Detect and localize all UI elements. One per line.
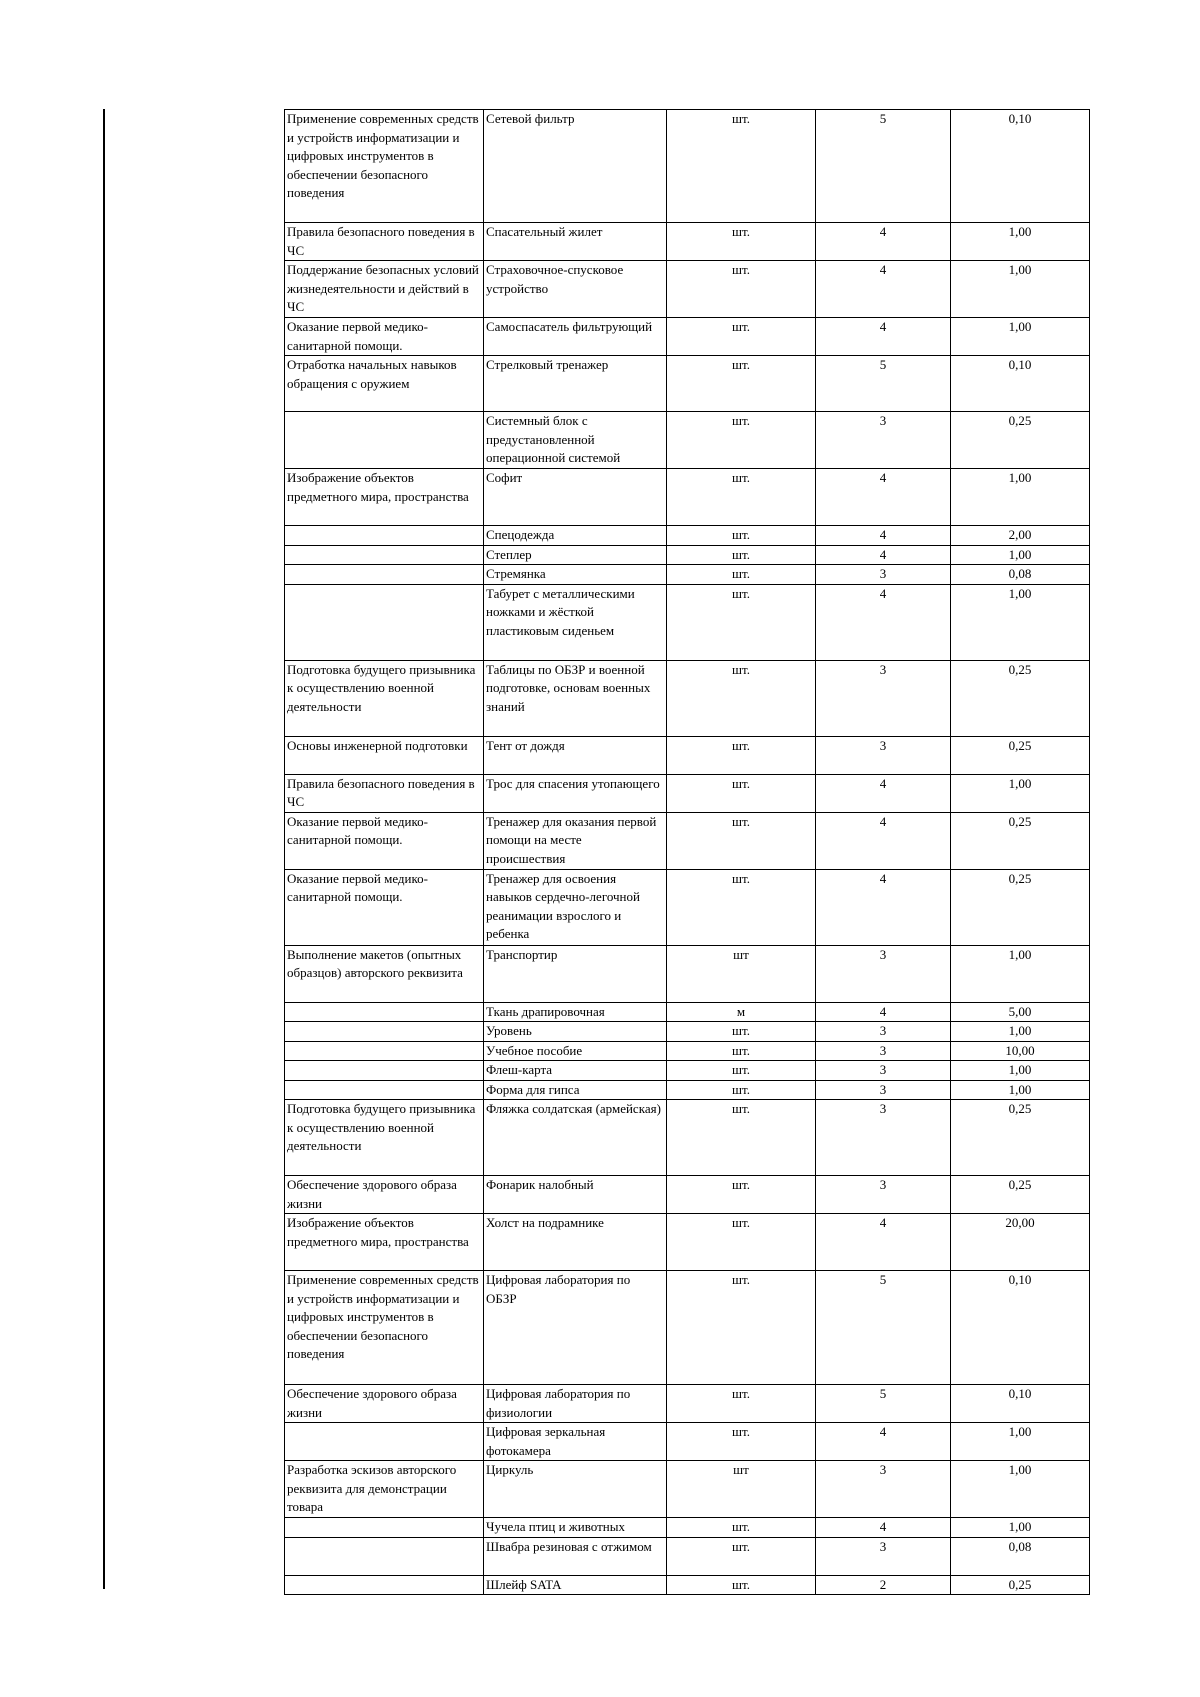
table-row (285, 469, 1090, 526)
item-cell: Транспортир (484, 945, 667, 1002)
quantity-cell: 4 (816, 1518, 951, 1538)
item-cell: Учебное пособие (484, 1041, 667, 1061)
quantity-cell: 4 (816, 584, 951, 660)
unit-cell: шт. (667, 1214, 816, 1271)
item-cell: Страховочное-спусковое устройство (484, 261, 667, 318)
norm-cell: 1,00 (951, 318, 1090, 356)
quantity-cell: 5 (816, 1271, 951, 1385)
item-cell: Фонарик налобный (484, 1176, 667, 1214)
quantity-cell: 5 (816, 356, 951, 412)
table-row (285, 526, 1090, 546)
item-cell: Ткань драпировочная (484, 1002, 667, 1022)
quantity-cell: 4 (816, 1423, 951, 1461)
topic-cell: Применение современных средств и устройств информатизации и цифровых инструментов в обеспечении безопасного поведения (285, 110, 484, 223)
unit-cell: м (667, 1002, 816, 1022)
table-row (285, 1002, 1090, 1022)
norm-cell: 0,10 (951, 1271, 1090, 1385)
unit-cell: шт. (667, 1022, 816, 1042)
topic-cell: Оказание первой медико-санитарной помощи. (285, 812, 484, 869)
norm-cell: 0,25 (951, 660, 1090, 736)
topic-cell (285, 1041, 484, 1061)
norm-cell: 1,00 (951, 1022, 1090, 1042)
table-row (285, 1022, 1090, 1042)
norm-cell: 0,08 (951, 1537, 1090, 1575)
topic-cell (285, 1080, 484, 1100)
unit-cell: шт (667, 1461, 816, 1518)
table-row (285, 1461, 1090, 1518)
unit-cell: шт. (667, 1061, 816, 1081)
topic-cell (285, 412, 484, 469)
topic-cell: Отработка начальных навыков обращения с оружием (285, 356, 484, 412)
unit-cell: шт. (667, 526, 816, 546)
item-cell: Уровень (484, 1022, 667, 1042)
quantity-cell: 4 (816, 223, 951, 261)
topic-cell: Обеспечение здорового образа жизни (285, 1385, 484, 1423)
unit-cell: шт. (667, 1080, 816, 1100)
left-margin-line (103, 109, 105, 1589)
unit-cell: шт. (667, 261, 816, 318)
unit-cell: шт. (667, 223, 816, 261)
quantity-cell: 3 (816, 945, 951, 1002)
norm-cell: 1,00 (951, 223, 1090, 261)
equipment-table (284, 109, 1090, 1595)
item-cell: Трос для спасения утопающего (484, 774, 667, 812)
item-cell: Форма для гипса (484, 1080, 667, 1100)
topic-cell (285, 1061, 484, 1081)
quantity-cell: 3 (816, 1100, 951, 1176)
norm-cell: 1,00 (951, 945, 1090, 1002)
topic-cell: Правила безопасного поведения в ЧС (285, 223, 484, 261)
norm-cell: 1,00 (951, 1461, 1090, 1518)
unit-cell: шт. (667, 1385, 816, 1423)
table-row (285, 1080, 1090, 1100)
norm-cell: 0,25 (951, 812, 1090, 869)
quantity-cell: 4 (816, 774, 951, 812)
quantity-cell: 4 (816, 812, 951, 869)
table-row (285, 1271, 1090, 1385)
norm-cell: 5,00 (951, 1002, 1090, 1022)
table-row (285, 1423, 1090, 1461)
topic-cell: Поддержание безопасных условий жизнедеятельности и действий в ЧС (285, 261, 484, 318)
topic-cell: Применение современных средств и устройств информатизации и цифровых инструментов в обеспечении безопасного поведения (285, 1271, 484, 1385)
table-row (285, 774, 1090, 812)
table-row (285, 1061, 1090, 1081)
topic-cell: Подготовка будущего призывника к осуществлению военной деятельности (285, 660, 484, 736)
topic-cell: Изображение объектов предметного мира, пространства (285, 1214, 484, 1271)
norm-cell: 1,00 (951, 1518, 1090, 1538)
table-row (285, 412, 1090, 469)
quantity-cell: 4 (816, 545, 951, 565)
item-cell: Системный блок с предустановленной операционной системой (484, 412, 667, 469)
item-cell: Стрелковый тренажер (484, 356, 667, 412)
topic-cell: Оказание первой медико-санитарной помощи. (285, 318, 484, 356)
item-cell: Тренажер для освоения навыков сердечно-легочной реанимации взрослого и ребенка (484, 869, 667, 945)
norm-cell: 2,00 (951, 526, 1090, 546)
norm-cell: 1,00 (951, 261, 1090, 318)
norm-cell: 1,00 (951, 584, 1090, 660)
equipment-table-body (285, 110, 1090, 1595)
unit-cell: шт. (667, 1176, 816, 1214)
norm-cell: 0,25 (951, 736, 1090, 774)
item-cell: Тренажер для оказания первой помощи на месте происшествия (484, 812, 667, 869)
unit-cell: шт. (667, 1041, 816, 1061)
topic-cell (285, 1002, 484, 1022)
topic-cell: Подготовка будущего призывника к осуществлению военной деятельности (285, 1100, 484, 1176)
unit-cell: шт. (667, 565, 816, 585)
topic-cell: Оказание первой медико-санитарной помощи. (285, 869, 484, 945)
table-row (285, 945, 1090, 1002)
table-row (285, 869, 1090, 945)
unit-cell: шт. (667, 736, 816, 774)
quantity-cell: 4 (816, 1002, 951, 1022)
norm-cell: 0,10 (951, 356, 1090, 412)
norm-cell: 1,00 (951, 545, 1090, 565)
norm-cell: 0,25 (951, 1575, 1090, 1595)
table-row (285, 545, 1090, 565)
item-cell: Холст на подрамнике (484, 1214, 667, 1271)
quantity-cell: 4 (816, 469, 951, 526)
table-row (285, 565, 1090, 585)
topic-cell: Разработка эскизов авторского реквизита для демонстрации товара (285, 1461, 484, 1518)
norm-cell: 0,25 (951, 1100, 1090, 1176)
unit-cell: шт. (667, 110, 816, 223)
unit-cell: шт. (667, 356, 816, 412)
item-cell: Самоспасатель фильтрующий (484, 318, 667, 356)
topic-cell (285, 565, 484, 585)
norm-cell: 0,25 (951, 412, 1090, 469)
table-row (285, 584, 1090, 660)
table-row (285, 1041, 1090, 1061)
quantity-cell: 3 (816, 660, 951, 736)
item-cell: Софит (484, 469, 667, 526)
norm-cell: 0,10 (951, 1385, 1090, 1423)
table-row (285, 1214, 1090, 1271)
quantity-cell: 4 (816, 1214, 951, 1271)
table-row (285, 1385, 1090, 1423)
table-row (285, 223, 1090, 261)
item-cell: Табурет с металлическими ножками и жёсткой пластиковым сиденьем (484, 584, 667, 660)
topic-cell (285, 1518, 484, 1538)
topic-cell (285, 1537, 484, 1575)
quantity-cell: 4 (816, 869, 951, 945)
item-cell: Цифровая лаборатория по физиологии (484, 1385, 667, 1423)
unit-cell: шт. (667, 660, 816, 736)
unit-cell: шт. (667, 545, 816, 565)
topic-cell (285, 545, 484, 565)
unit-cell: шт. (667, 412, 816, 469)
quantity-cell: 3 (816, 1041, 951, 1061)
item-cell: Циркуль (484, 1461, 667, 1518)
unit-cell: шт. (667, 812, 816, 869)
table-row (285, 356, 1090, 412)
norm-cell: 0,10 (951, 110, 1090, 223)
topic-cell (285, 584, 484, 660)
quantity-cell: 3 (816, 1022, 951, 1042)
quantity-cell: 3 (816, 1537, 951, 1575)
quantity-cell: 4 (816, 318, 951, 356)
item-cell: Флеш-карта (484, 1061, 667, 1081)
norm-cell: 1,00 (951, 1423, 1090, 1461)
quantity-cell: 4 (816, 261, 951, 318)
quantity-cell: 5 (816, 110, 951, 223)
unit-cell: шт. (667, 584, 816, 660)
norm-cell: 1,00 (951, 774, 1090, 812)
table-row (285, 1518, 1090, 1538)
item-cell: Цифровая зеркальная фотокамера (484, 1423, 667, 1461)
item-cell: Таблицы по ОБЗР и военной подготовке, основам военных знаний (484, 660, 667, 736)
topic-cell: Основы инженерной подготовки (285, 736, 484, 774)
topic-cell (285, 1022, 484, 1042)
topic-cell: Выполнение макетов (опытных образцов) авторского реквизита (285, 945, 484, 1002)
item-cell: Степлер (484, 545, 667, 565)
quantity-cell: 3 (816, 412, 951, 469)
unit-cell: шт. (667, 774, 816, 812)
unit-cell: шт. (667, 318, 816, 356)
quantity-cell: 3 (816, 565, 951, 585)
norm-cell: 1,00 (951, 1080, 1090, 1100)
item-cell: Тент от дождя (484, 736, 667, 774)
quantity-cell: 3 (816, 1061, 951, 1081)
table-row (285, 660, 1090, 736)
table-row (285, 736, 1090, 774)
unit-cell: шт. (667, 869, 816, 945)
item-cell: Шлейф SATA (484, 1575, 667, 1595)
quantity-cell: 3 (816, 1176, 951, 1214)
quantity-cell: 3 (816, 736, 951, 774)
item-cell: Спецодежда (484, 526, 667, 546)
quantity-cell: 5 (816, 1385, 951, 1423)
item-cell: Сетевой фильтр (484, 110, 667, 223)
table-row (285, 1100, 1090, 1176)
unit-cell: шт. (667, 469, 816, 526)
table-row (285, 1537, 1090, 1575)
norm-cell: 10,00 (951, 1041, 1090, 1061)
table-row (285, 261, 1090, 318)
table-row (285, 1575, 1090, 1595)
quantity-cell: 4 (816, 526, 951, 546)
unit-cell: шт (667, 945, 816, 1002)
unit-cell: шт. (667, 1537, 816, 1575)
norm-cell: 1,00 (951, 1061, 1090, 1081)
item-cell: Чучела птиц и животных (484, 1518, 667, 1538)
topic-cell (285, 526, 484, 546)
table-row (285, 812, 1090, 869)
unit-cell: шт. (667, 1271, 816, 1385)
norm-cell: 0,25 (951, 1176, 1090, 1214)
topic-cell: Обеспечение здорового образа жизни (285, 1176, 484, 1214)
unit-cell: шт. (667, 1518, 816, 1538)
norm-cell: 20,00 (951, 1214, 1090, 1271)
item-cell: Стремянка (484, 565, 667, 585)
quantity-cell: 3 (816, 1080, 951, 1100)
norm-cell: 0,25 (951, 869, 1090, 945)
item-cell: Спасательный жилет (484, 223, 667, 261)
unit-cell: шт. (667, 1575, 816, 1595)
norm-cell: 1,00 (951, 469, 1090, 526)
quantity-cell: 2 (816, 1575, 951, 1595)
item-cell: Швабра резиновая с отжимом (484, 1537, 667, 1575)
norm-cell: 0,08 (951, 565, 1090, 585)
item-cell: Фляжка солдатская (армейская) (484, 1100, 667, 1176)
table-row (285, 1176, 1090, 1214)
quantity-cell: 3 (816, 1461, 951, 1518)
unit-cell: шт. (667, 1423, 816, 1461)
item-cell: Цифровая лаборатория по ОБЗР (484, 1271, 667, 1385)
table-row (285, 110, 1090, 223)
topic-cell: Правила безопасного поведения в ЧС (285, 774, 484, 812)
table-row (285, 318, 1090, 356)
topic-cell (285, 1423, 484, 1461)
unit-cell: шт. (667, 1100, 816, 1176)
topic-cell: Изображение объектов предметного мира, пространства (285, 469, 484, 526)
topic-cell (285, 1575, 484, 1595)
